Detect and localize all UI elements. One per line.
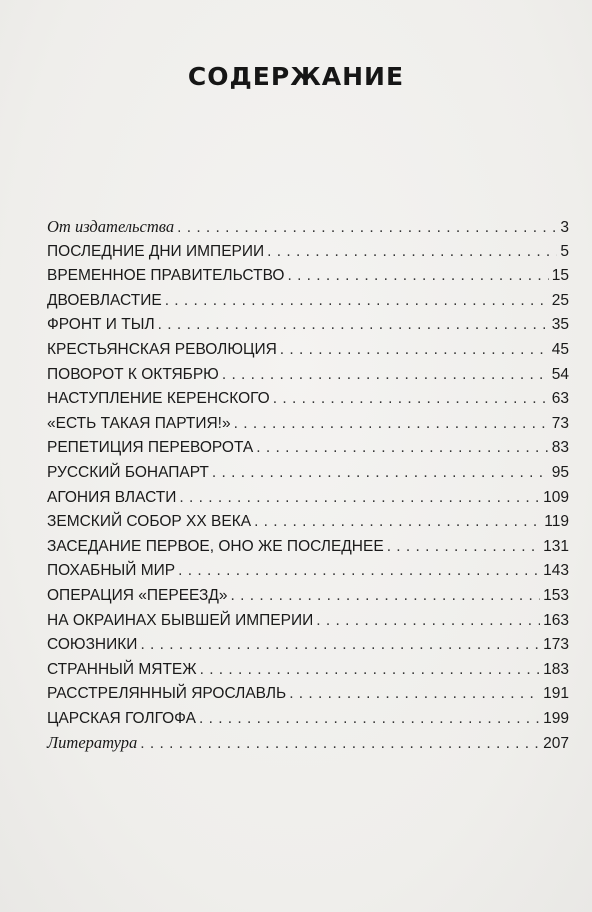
page-title: СОДЕРЖАНИЕ <box>187 62 405 91</box>
toc-entry-title: ОПЕРАЦИЯ «ПЕРЕЕЗД» <box>47 586 228 604</box>
toc-entry-page-number: 95 <box>551 463 569 481</box>
toc-entry-title: ЗЕМСКИЙ СОБОР XX ВЕКА <box>47 513 252 531</box>
toc-entry-page-number: 35 <box>551 316 569 334</box>
toc-entry <box>47 387 569 412</box>
toc-dot-leader <box>222 363 549 388</box>
toc-dot-leader <box>287 264 548 289</box>
toc-entry-title: ЦАРСКАЯ ГОЛГОФА <box>47 709 196 727</box>
toc-dot-leader <box>177 216 557 241</box>
toc-dot-leader <box>256 436 548 461</box>
toc-entry-title: ВРЕМЕННОЕ ПРАВИТЕЛЬСТВО <box>47 267 285 285</box>
toc-entry-title: КРЕСТЬЯНСКАЯ РЕВОЛЮЦИЯ <box>47 340 277 358</box>
toc-entry <box>47 363 569 388</box>
toc-entry <box>47 682 569 707</box>
toc-entry <box>47 633 569 658</box>
toc-entry-title: ЗАСЕДАНИЕ ПЕРВОЕ, ОНО ЖЕ ПОСЛЕДНЕЕ <box>47 537 384 555</box>
toc-entry <box>47 658 569 683</box>
toc-entry-page-number: 83 <box>551 439 569 457</box>
toc-entry-page-number: 183 <box>543 660 569 678</box>
toc-entry-title: ПОСЛЕДНИЕ ДНИ ИМПЕРИИ <box>47 242 265 260</box>
toc-entry <box>47 486 569 511</box>
toc-entry <box>47 338 569 363</box>
toc-entry-title: ПОВОРОТ К ОКТЯБРЮ <box>47 365 219 383</box>
toc-entry-title: РУССКИЙ БОНАПАРТ <box>47 463 209 481</box>
toc-entry-title: РАССТРЕЛЯННЫЙ ЯРОСЛАВЛЬ <box>47 685 287 703</box>
toc-entry-page-number: 3 <box>560 219 569 236</box>
toc-entry-page-number: 153 <box>543 586 569 604</box>
toc-entry <box>47 707 569 732</box>
toc-dot-leader <box>200 658 541 683</box>
toc-entry-page-number: 73 <box>551 414 569 432</box>
toc-entry-page-number: 119 <box>544 513 569 531</box>
toc-entry-page-number: 63 <box>551 390 569 408</box>
toc-entry <box>47 289 569 314</box>
toc-entry-page-number: 207 <box>543 735 569 753</box>
toc-dot-leader <box>316 609 540 634</box>
toc-entry <box>47 461 569 486</box>
toc-dot-leader <box>199 707 540 732</box>
toc-entry-title: СОЮЗНИКИ <box>47 636 138 654</box>
toc-entry-page-number: 199 <box>543 709 569 727</box>
toc-entry-page-number: 5 <box>560 242 569 260</box>
toc-entry-title: «ЕСТЬ ТАКАЯ ПАРТИЯ!» <box>47 414 231 432</box>
toc-entry-title: ПОХАБНЫЙ МИР <box>47 562 176 580</box>
toc-dot-leader <box>140 732 540 757</box>
toc-dot-leader <box>179 486 540 511</box>
toc-dot-leader <box>158 313 549 338</box>
toc-entry <box>47 609 569 634</box>
toc-entry-page-number: 191 <box>543 685 569 703</box>
toc-dot-leader <box>267 240 557 265</box>
toc-entry <box>47 313 569 338</box>
toc-dot-leader <box>273 387 549 412</box>
toc-entry-title: НАСТУПЛЕНИЕ КЕРЕНСКОГО <box>47 390 270 408</box>
toc-entry <box>47 264 569 289</box>
toc-dot-leader <box>387 535 540 560</box>
toc-entry-page-number: 25 <box>551 291 569 309</box>
toc-entry <box>47 559 569 584</box>
toc-dot-leader <box>178 559 540 584</box>
toc-entry-page-number: 131 <box>543 537 569 555</box>
toc-entry-page-number: 163 <box>543 611 569 629</box>
toc-entry-title: АГОНИЯ ВЛАСТИ <box>47 488 177 506</box>
toc-dot-leader <box>280 338 549 363</box>
toc-dot-leader <box>289 682 540 707</box>
toc-entry-page-number: 143 <box>543 562 569 580</box>
toc-entry-title: РЕПЕТИЦИЯ ПЕРЕВОРОТА <box>47 439 254 457</box>
table-of-contents <box>47 215 569 756</box>
toc-entry <box>47 584 569 609</box>
toc-entry-page-number: 109 <box>543 488 569 506</box>
toc-dot-leader <box>165 289 549 314</box>
toc-entry <box>47 240 569 265</box>
toc-entry-title: Литература <box>47 733 138 753</box>
toc-entry <box>47 510 569 535</box>
toc-dot-leader <box>140 633 540 658</box>
toc-entry <box>47 412 569 437</box>
toc-entry-title: НА ОКРАИНАХ БЫВШЕЙ ИМПЕРИИ <box>47 611 314 629</box>
toc-dot-leader <box>234 412 549 437</box>
toc-entry-page-number: 45 <box>551 340 569 358</box>
toc-entry-title: От издательства <box>47 217 175 236</box>
toc-entry <box>47 215 569 240</box>
toc-entry-title: СТРАННЫЙ МЯТЕЖ <box>47 660 197 678</box>
toc-dot-leader <box>254 510 541 535</box>
toc-entry-page-number: 54 <box>551 365 569 383</box>
toc-entry <box>47 436 569 461</box>
toc-dot-leader <box>231 584 541 609</box>
toc-entry-title: ФРОНТ И ТЫЛ <box>47 316 155 334</box>
toc-entry-page-number: 15 <box>551 267 569 285</box>
toc-entry <box>47 731 569 756</box>
toc-entry-page-number: 173 <box>543 636 569 654</box>
toc-entry-title: ДВОЕВЛАСТИЕ <box>47 291 162 309</box>
toc-entry <box>47 535 569 560</box>
toc-dot-leader <box>212 461 549 486</box>
